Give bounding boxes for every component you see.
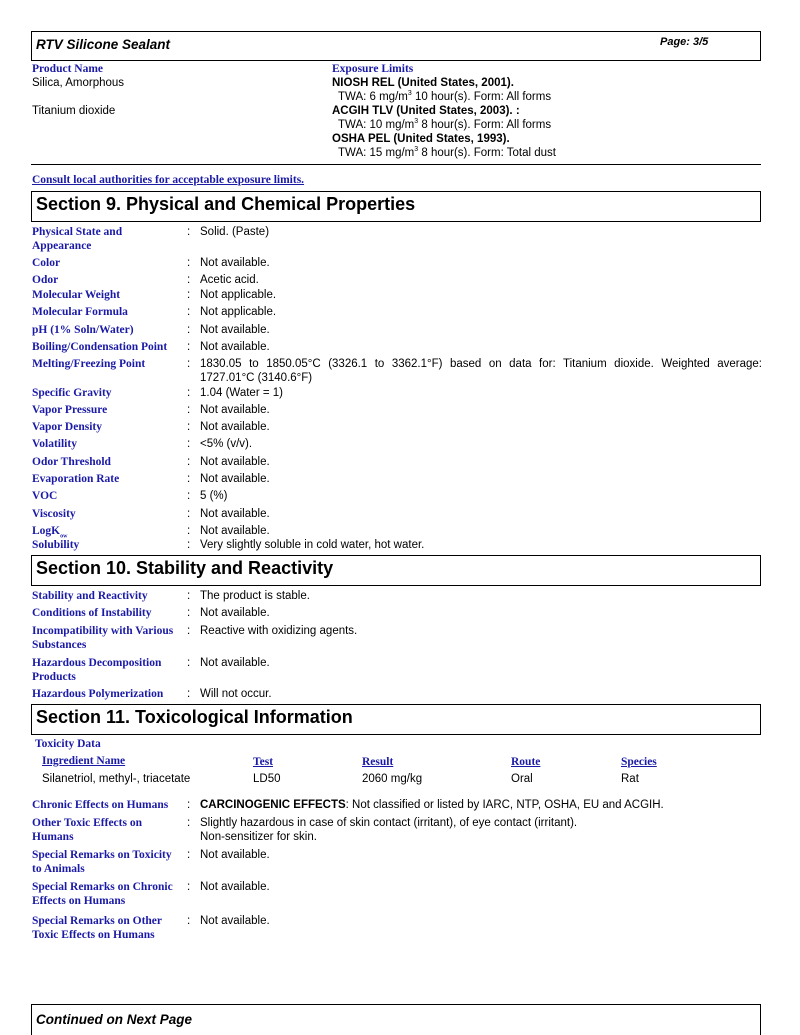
colon: :: [187, 438, 191, 450]
property-value: Not available.: [200, 657, 270, 669]
property-value: Not available.: [200, 404, 270, 416]
colon: :: [187, 257, 191, 269]
property-value: Not available.: [200, 257, 270, 269]
colon: :: [187, 590, 191, 602]
document-title: RTV Silicone Sealant: [36, 37, 171, 52]
product-titanium: Titanium dioxide: [32, 105, 116, 117]
colon: :: [187, 799, 191, 811]
colon: :: [187, 289, 191, 301]
colon: :: [187, 404, 191, 416]
colon: :: [187, 490, 191, 502]
continued-text: Continued on Next Page: [36, 1012, 193, 1027]
property-value: Not applicable.: [200, 289, 277, 301]
property-value: Slightly hazardous in case of skin contact (irritant), of eye contact (irritant). Non-sensitizer for skin.: [200, 817, 578, 843]
property-label: Conditions of Instability: [32, 607, 152, 619]
property-value: Not applicable.: [200, 306, 277, 318]
table-header-ingredient: Ingredient Name: [42, 755, 126, 767]
colon: :: [187, 881, 191, 893]
property-label: Odor Threshold: [32, 456, 111, 468]
property-label: Hazardous Polymerization: [32, 688, 164, 700]
property-label: Incompatibility with Various Substances: [32, 625, 174, 651]
colon: :: [187, 456, 191, 468]
colon: :: [187, 607, 191, 619]
property-value: 5 (%): [200, 490, 228, 502]
product-silica: Silica, Amorphous: [32, 77, 125, 89]
property-value: Not available.: [200, 525, 270, 537]
section-11-header: [31, 704, 761, 735]
product-name-header: Product Name: [32, 63, 104, 75]
property-label: Odor: [32, 274, 59, 286]
property-label: Viscosity: [32, 508, 76, 520]
toxicity-data-label: Toxicity Data: [35, 738, 101, 750]
colon: :: [187, 341, 191, 353]
colon: :: [187, 421, 191, 433]
section-9-header: [31, 191, 761, 222]
property-label: Molecular Weight: [32, 289, 121, 301]
property-label: VOC: [32, 490, 58, 502]
property-label: Boiling/Condensation Point: [32, 341, 168, 353]
property-label: Physical State and Appearance: [32, 226, 123, 252]
property-value: Not available.: [200, 324, 270, 336]
property-value: Reactive with oxidizing agents.: [200, 625, 358, 637]
document-header: [31, 31, 761, 61]
property-label: Special Remarks on Toxicity to Animals: [32, 849, 172, 875]
section-title: Section 9. Physical and Chemical Properties: [36, 194, 416, 214]
property-label: Melting/Freezing Point: [32, 358, 146, 370]
table-header-species: Species: [621, 756, 657, 768]
property-value: Very slightly soluble in cold water, hot water.: [200, 539, 425, 551]
colon: :: [187, 306, 191, 318]
property-value: Not available.: [200, 607, 270, 619]
property-value: Not available.: [200, 341, 270, 353]
property-label: Specific Gravity: [32, 387, 112, 399]
colon: :: [187, 625, 191, 637]
colon: :: [187, 915, 191, 927]
property-value: Not available.: [200, 473, 270, 485]
property-label: Vapor Pressure: [32, 404, 108, 416]
colon: :: [187, 817, 191, 829]
colon: :: [187, 508, 191, 520]
property-value: Solid. (Paste): [200, 226, 270, 238]
property-value: 1.04 (Water = 1): [200, 387, 283, 399]
page-number: Page: 3/5: [660, 36, 709, 48]
table-cell-test: LD50: [253, 773, 281, 785]
property-label: Vapor Density: [32, 421, 102, 433]
section-title: Section 10. Stability and Reactivity: [36, 558, 334, 578]
property-label: LogK$_{ow}$: [32, 525, 68, 540]
colon: :: [187, 473, 191, 485]
property-label: Evaporation Rate: [32, 473, 120, 485]
property-label: Solubility: [32, 539, 80, 551]
colon: :: [187, 525, 191, 537]
section-title: Section 11. Toxicological Information: [36, 707, 353, 727]
property-value: Not available.: [200, 881, 270, 893]
exposure-limits-header: Exposure Limits: [332, 63, 414, 75]
divider: [31, 164, 761, 165]
limit-niosh-detail: TWA: 6 $mg/m^3$ 10 hour(s). Form: All forms: [338, 90, 552, 103]
property-value: Not available.: [200, 849, 270, 861]
colon: :: [187, 849, 191, 861]
property-value: Acetic acid.: [200, 274, 259, 286]
property-value: Will not occur.: [200, 688, 272, 700]
property-value: Not available.: [200, 456, 270, 468]
colon: :: [187, 274, 191, 286]
table-cell-species: Rat: [621, 773, 639, 785]
property-label: Chronic Effects on Humans: [32, 799, 169, 811]
table-header-route: Route: [511, 756, 541, 768]
property-label: Molecular Formula: [32, 306, 128, 318]
property-value: Not available.: [200, 421, 270, 433]
property-value: 1830.05 to 1850.05°C (3326.1 to 3362.1°F) based on data for: Titanium dioxide. Weighted average: 1727.01°C (3140.6°F): [200, 358, 762, 384]
property-label: Other Toxic Effects on Humans: [32, 817, 142, 843]
table-cell-route: Oral: [511, 773, 533, 785]
table-header-test: Test: [253, 756, 274, 768]
consult-link[interactable]: Consult local authorities for acceptable exposure limits.: [32, 174, 305, 186]
limit-acgih-name: ACGIH TLV (United States, 2003). :: [332, 105, 520, 117]
colon: :: [187, 358, 191, 370]
property-label: Special Remarks on Chronic Effects on Humans: [32, 881, 173, 907]
property-value: The product is stable.: [200, 590, 310, 602]
property-label: pH (1% Soln/Water): [32, 324, 134, 336]
colon: :: [187, 226, 191, 238]
colon: :: [187, 657, 191, 669]
table-header-result: Result: [362, 756, 394, 768]
property-label: Stability and Reactivity: [32, 590, 148, 602]
property-label: Volatility: [32, 438, 77, 450]
property-label: Special Remarks on Other Toxic Effects on Humans: [32, 915, 162, 941]
property-label: Hazardous Decomposition Products: [32, 657, 162, 683]
document-footer: [31, 1004, 761, 1035]
limit-osha-detail: TWA: 15 $mg/m^3$ 8 hour(s). Form: Total dust: [338, 146, 556, 159]
section-10-header: [31, 555, 761, 586]
property-value: Not available.: [200, 508, 270, 520]
table-cell-result: 2060 mg/kg: [362, 773, 423, 785]
limit-acgih-detail: TWA: 10 $mg/m^3$ 8 hour(s). Form: All forms: [338, 118, 552, 131]
table-cell-ingredient: Silanetriol, methyl-, triacetate: [42, 773, 191, 785]
limit-niosh-name: NIOSH REL (United States, 2001).: [332, 77, 514, 89]
property-value: <5% (v/v).: [200, 438, 253, 450]
colon: :: [187, 324, 191, 336]
colon: :: [187, 688, 191, 700]
property-label: Color: [32, 257, 61, 269]
colon: :: [187, 539, 191, 551]
limit-osha-name: OSHA PEL (United States, 1993).: [332, 133, 510, 145]
colon: :: [187, 387, 191, 399]
property-value: CARCINOGENIC EFFECTS: Not classified or listed by IARC, NTP, OSHA, EU and ACGIH.: [200, 799, 664, 811]
property-value: Not available.: [200, 915, 270, 927]
